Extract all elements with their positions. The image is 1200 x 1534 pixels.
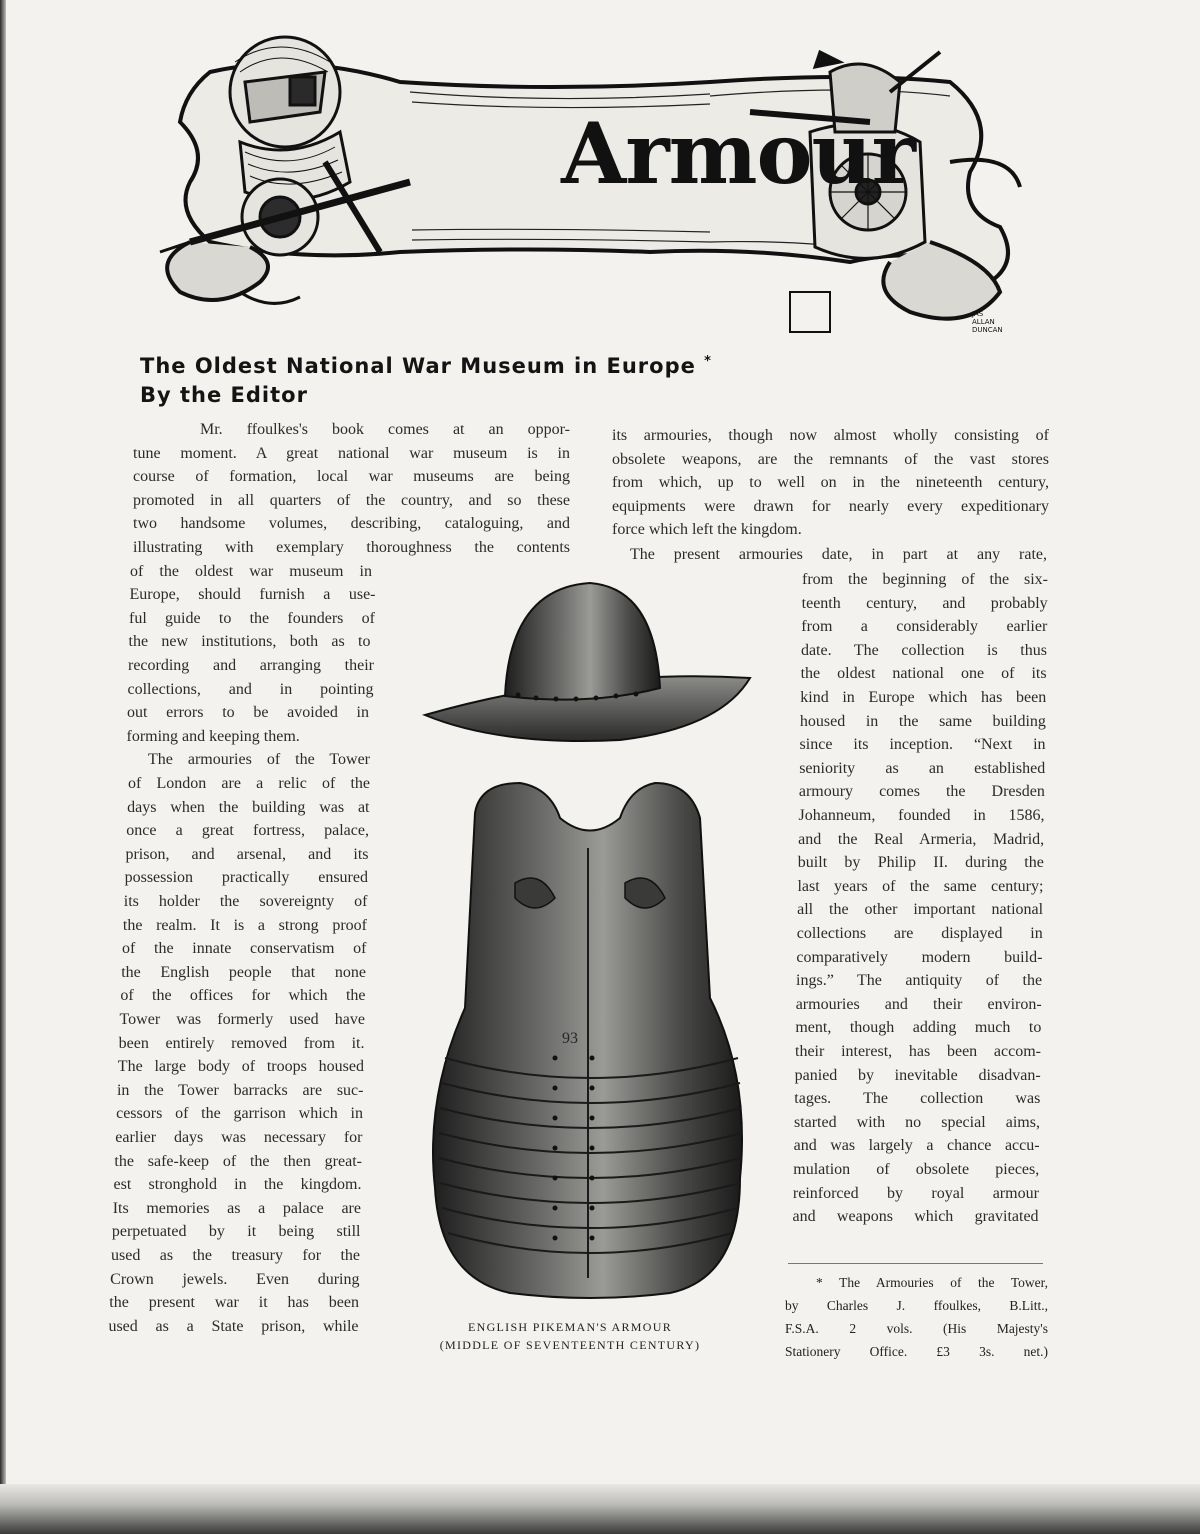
- body-text-line: collections, and in pointing: [127, 680, 374, 698]
- body-text-line: tune moment. A great national war museum is in: [133, 444, 570, 462]
- body-text-line: Johanneum, founded in 1586,: [798, 807, 1045, 824]
- body-text-line: Mr. ffoulkes's book comes at an oppor-: [200, 421, 570, 438]
- body-text-line: kind in Europe which has been: [800, 689, 1047, 706]
- body-text-line: the present war it has been: [109, 1294, 359, 1312]
- body-text-line: cessors of the garrison which in: [116, 1105, 363, 1123]
- body-text-line: from a considerably earlier: [801, 618, 1048, 636]
- body-text-line: in the Tower barracks are suc-: [116, 1081, 364, 1099]
- body-text-line: date. The collection is thus: [800, 641, 1047, 659]
- body-text-line: course of formation, local war museums are being: [133, 468, 570, 486]
- body-text-line: out errors to be avoided in: [127, 704, 369, 722]
- footnote-line: F.S.A. 2 vols. (His Majesty's: [785, 1321, 1048, 1336]
- body-text-line: the new institutions, both as to: [128, 633, 371, 651]
- body-text-line: The armouries of the Tower: [148, 751, 370, 769]
- body-text-line: collections are displayed in: [796, 925, 1043, 942]
- body-text-line: panied by inevitable disadvan-: [794, 1066, 1041, 1084]
- body-text-line: used as the treasury for the: [111, 1247, 360, 1264]
- body-text-line: of London are a relic of the: [128, 775, 370, 792]
- page-edge-bottom: [0, 1484, 1200, 1534]
- body-text-line: and was largely a chance accu-: [793, 1137, 1040, 1155]
- body-text-line: Europe, should furnish a use-: [129, 586, 376, 604]
- body-text-line: the oldest national one of its: [800, 665, 1047, 683]
- body-text-line: two handsome volumes, describing, cataloguing, and: [133, 515, 570, 533]
- footnote-rule: [788, 1263, 1043, 1264]
- body-text-line: used as a State prison, while: [108, 1317, 359, 1335]
- body-text-line: Crown jewels. Even during: [110, 1270, 360, 1288]
- footnote-line: by Charles J. ffoulkes, B.Litt.,: [785, 1298, 1048, 1313]
- footnote-marker: *: [704, 354, 712, 369]
- banner-title: Armour: [561, 104, 915, 203]
- body-text-line: earlier days was necessary for: [115, 1129, 363, 1146]
- body-text-line: est stronghold in the kingdom.: [113, 1176, 362, 1194]
- body-text-line: the English people that none: [121, 963, 366, 981]
- body-text-line: force which left the kingdom.: [612, 521, 802, 538]
- page-number: 93: [562, 1030, 578, 1047]
- body-text-line: teenth century, and probably: [801, 594, 1048, 612]
- pikeman-armour-illustration: [420, 578, 760, 1308]
- body-text-line: and the Real Armeria, Madrid,: [798, 830, 1045, 848]
- body-text-line: seniority as an established: [799, 759, 1046, 777]
- body-text-line: ment, though adding much to: [795, 1019, 1042, 1037]
- footnote-line: * The Armouries of the Tower,: [816, 1275, 1048, 1290]
- body-text-line: all the other important national: [797, 901, 1044, 919]
- body-text-line: last years of the same century;: [797, 877, 1044, 895]
- body-text-line: once a great fortress, palace,: [126, 822, 369, 840]
- morion-helmet: [425, 583, 750, 741]
- body-text-line: and weapons which gravitated: [792, 1208, 1039, 1226]
- body-text-line: Tower was formerly used have: [119, 1011, 365, 1028]
- body-text-line: from which, up to well on in the nineteenth century,: [612, 474, 1049, 491]
- body-text-line: perpetuated by it being still: [111, 1223, 361, 1241]
- body-text-line: recording and arranging their: [128, 657, 374, 674]
- article-title: [140, 354, 712, 378]
- article-byline: By the Editor: [140, 383, 308, 407]
- body-text-line: armouries and their environ-: [795, 995, 1042, 1013]
- artist-signature: JAS ALLAN DUNCAN: [972, 310, 1003, 334]
- body-text-line: of the offices for which the: [120, 987, 366, 1005]
- body-text-line: equipments were drawn for nearly every expeditionary: [612, 497, 1049, 515]
- body-text-line: The large body of troops housed: [117, 1058, 364, 1076]
- body-text-line: obsolete weapons, are the remnants of the vast stores: [612, 450, 1049, 468]
- body-text-line: built by Philip II. during the: [797, 854, 1044, 872]
- body-text-line: of the innate conservatism of: [122, 940, 367, 958]
- body-text-line: its holder the sovereignty of: [123, 893, 368, 910]
- body-text-line: of the oldest war museum in: [130, 562, 372, 580]
- body-text-line: ings.” The antiquity of the: [796, 972, 1043, 990]
- body-text-line: the safe-keep of the then great-: [114, 1152, 362, 1170]
- body-text-line: been entirely removed from it.: [118, 1034, 365, 1052]
- body-text-line: ful guide to the founders of: [129, 609, 375, 627]
- body-text-line: tages. The collection was: [794, 1090, 1041, 1108]
- body-text-line: since its inception. “Next in: [799, 736, 1046, 754]
- body-text-line: from the beginning of the six-: [802, 571, 1048, 588]
- page-edge-left: [0, 0, 6, 1534]
- footnote-line: Stationery Office. £3 3s. net.): [785, 1344, 1048, 1359]
- body-text-line: the realm. It is a strong proof: [122, 916, 367, 934]
- armour-banner: [150, 12, 1040, 352]
- body-text-line: housed in the same building: [799, 712, 1046, 730]
- body-text-line: prison, and arsenal, and its: [125, 845, 369, 863]
- body-text-line: its armouries, though now almost wholly consisting of: [612, 427, 1049, 444]
- body-text-line: days when the building was at: [127, 798, 370, 816]
- body-text-line: mulation of obsolete pieces,: [793, 1161, 1040, 1178]
- body-text-line: started with no special aims,: [793, 1113, 1040, 1131]
- body-text-line: reinforced by royal armour: [792, 1184, 1039, 1202]
- body-text-line: possession practically ensured: [124, 869, 368, 887]
- caption-line: (MIDDLE OF SEVENTEENTH CENTURY): [439, 1338, 701, 1352]
- body-text-line: illustrating with exemplary thoroughness the contents: [133, 539, 570, 556]
- body-text-line: forming and keeping them.: [126, 727, 300, 745]
- body-text-line: promoted in all quarters of the country, and so these: [133, 491, 570, 509]
- body-text-line: their interest, has been accom-: [795, 1043, 1041, 1060]
- caption-line: ENGLISH PIKEMAN'S ARMOUR: [467, 1320, 673, 1334]
- body-text-line: Its memories as a palace are: [112, 1199, 361, 1217]
- body-text-line: armoury comes the Dresden: [798, 783, 1045, 801]
- article-title-text: The Oldest National War Museum in Europe: [140, 354, 696, 378]
- body-text-line: The present armouries date, in part at any rate,: [630, 546, 1047, 563]
- body-text-line: comparatively modern build-: [796, 948, 1043, 966]
